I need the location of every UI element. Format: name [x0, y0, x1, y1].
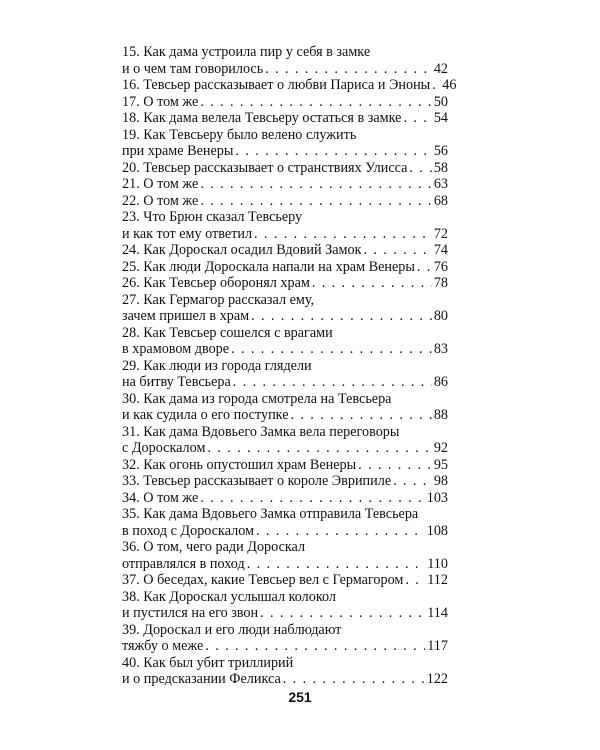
toc-entry-title: при храме Венеры [122, 143, 234, 159]
toc-entry-line [122, 638, 448, 655]
toc-entry-title: отправлялся в поход [122, 555, 245, 572]
toc-entry-page: 86 [433, 374, 448, 390]
toc-entry-page: 117 [427, 638, 448, 654]
toc-entry-title: и как тот ему ответил [122, 225, 253, 242]
toc-entry-line [122, 292, 448, 309]
toc-entry [122, 77, 457, 94]
page-number: 251 [288, 689, 312, 705]
toc-entry [122, 589, 448, 622]
dot-leader [235, 143, 431, 160]
toc-entry-line [122, 176, 448, 193]
dot-leader [207, 440, 431, 457]
toc-entry-title: 36. О том, чего ради Дороскал [122, 539, 306, 555]
toc-entry [122, 473, 448, 490]
toc-entry-line [122, 358, 448, 375]
toc-entry [122, 655, 448, 688]
dot-leader [200, 193, 431, 210]
toc-entry-title: 29. Как люди из города глядели [122, 357, 312, 374]
toc-entry-title: в поход с Дороскалом [122, 522, 255, 539]
toc-entry-title: зачем пришел в храм [122, 308, 250, 324]
toc-entry [122, 176, 448, 193]
toc-entry-line [122, 127, 448, 144]
toc-entry-line [122, 308, 448, 325]
dot-leader [432, 77, 440, 94]
toc-entry-title: 38. Как Дороскал услышал колокол [122, 588, 337, 605]
dot-leader [231, 341, 432, 358]
dot-leader [364, 242, 432, 259]
toc-entry-line [122, 506, 448, 523]
toc-entry-line [122, 94, 448, 111]
toc-entry-line [122, 457, 448, 474]
toc-entry-title: 30. Как дама из города смотрела на Тевсьера [122, 390, 392, 407]
toc-entry [122, 209, 448, 242]
toc-entry-line [122, 671, 448, 688]
toc-entry-line [122, 539, 448, 556]
dot-leader [256, 523, 425, 540]
toc-entry-title: и о чем там говорилось [122, 60, 264, 77]
toc-entry-line [122, 622, 448, 639]
toc-entry [122, 259, 448, 276]
toc-entry-title: 27. Как Гермагор рассказал ему, [122, 291, 315, 308]
toc-entry-page: 54 [433, 110, 448, 126]
toc-entry-line [122, 391, 448, 408]
toc-entry-title: и как судила о его поступке [122, 407, 289, 423]
toc-entry-title: и пустился на его звон [122, 605, 259, 621]
toc-entry-line [122, 143, 448, 160]
toc-entry-line [122, 341, 448, 358]
toc-entry-line [122, 490, 448, 507]
toc-entry-title: 18. Как дама велела Тевсьеру остаться в замке [122, 110, 402, 126]
toc-entry-page: 108 [426, 522, 448, 539]
toc-entry-page: 50 [433, 93, 448, 110]
toc-entry-line [122, 242, 448, 259]
toc-entry [122, 506, 448, 539]
toc-entry-title: 28. Как Тевсьер сошелся с врагами [122, 324, 333, 341]
toc-entry-title: 37. О беседах, какие Тевсьер вел с Гермагором [122, 572, 404, 588]
toc-entry-page: 72 [433, 225, 448, 242]
toc-entry-page: 46 [442, 77, 457, 93]
toc-entry-title: 24. Как Дороскал осадил Вдовий Замок [122, 242, 362, 258]
toc-entry-title: 40. Как был убит триллирий [122, 654, 294, 671]
toc-entry-title: 20. Тевсьер рассказывает о странствиях Улисса [122, 159, 408, 176]
dot-leader [200, 490, 424, 507]
dot-leader [417, 259, 432, 276]
toc-entry-page: 76 [433, 258, 448, 275]
toc-entry-title: 39. Дороскал и его люди наблюдают [122, 621, 342, 638]
dot-leader [403, 110, 431, 127]
toc-entry [122, 44, 448, 77]
dot-leader [265, 61, 432, 78]
toc-entry-title: 21. О том же [122, 176, 199, 192]
toc-entry-title: с Дороскалом [122, 440, 206, 456]
dot-leader [358, 457, 432, 474]
dot-leader [405, 572, 425, 589]
toc-entry [122, 457, 448, 474]
dot-leader [205, 638, 425, 655]
toc-entry-line [122, 374, 448, 391]
toc-entry-page: 103 [426, 489, 448, 506]
toc-entry [122, 193, 448, 210]
toc-entry-page: 98 [433, 473, 448, 489]
toc-entry-page: 63 [433, 176, 448, 192]
toc-entry-title: 26. Как Тевсьер оборонял храм [122, 275, 310, 291]
toc-entry-title: 32. Как огонь опустошил храм Венеры [122, 456, 357, 473]
dot-leader [200, 176, 431, 193]
toc-entry-line [122, 209, 448, 226]
toc-entry-line [122, 160, 448, 177]
toc-entry-title: 17. О том же [122, 93, 199, 110]
toc-entry-line [122, 193, 448, 210]
toc-entry-line [122, 275, 448, 292]
toc-entry-line [122, 226, 448, 243]
dot-leader [247, 556, 426, 573]
toc-entry-title: тяжбу о меже [122, 638, 204, 654]
dot-leader [233, 374, 432, 391]
toc-entry-page: 42 [433, 60, 448, 77]
dot-leader [393, 473, 432, 490]
toc-entry-line [122, 605, 448, 622]
toc-entry-title: 34. О том же [122, 489, 199, 506]
toc-entry-page: 68 [433, 192, 448, 209]
toc-entry-title: в храмовом дворе [122, 341, 230, 357]
table-of-contents [122, 44, 457, 688]
dot-leader [312, 275, 432, 292]
toc-entry-line [122, 424, 448, 441]
toc-entry [122, 424, 448, 457]
toc-entry-page: 78 [433, 275, 448, 291]
toc-entry-line [122, 523, 448, 540]
toc-entry-line [122, 655, 448, 672]
toc-entry-page: 56 [433, 143, 448, 159]
toc-entry-title: 23. Что Брюн сказал Тевсьеру [122, 209, 303, 225]
toc-entry [122, 572, 448, 589]
toc-entry [122, 391, 448, 424]
toc-entry-title: 35. Как дама Вдовьего Замка отправила Тевсьера [122, 506, 419, 522]
toc-entry-line [122, 259, 448, 276]
dot-leader [254, 226, 432, 243]
toc-entry [122, 127, 448, 160]
toc-entry-page: 83 [433, 341, 448, 357]
toc-entry-title: 16. Тевсьер рассказывает о любви Париса и Эноны [122, 77, 431, 93]
toc-entry-line [122, 589, 448, 606]
toc-entry-title: 25. Как люди Дороскала напали на храм Венеры [122, 258, 415, 275]
toc-entry-line [122, 44, 448, 61]
toc-entry-line [122, 110, 448, 127]
toc-entry-title: 33. Тевсьер рассказывает о короле Эврипиле [122, 473, 392, 489]
toc-entry-page: 74 [433, 242, 448, 258]
toc-entry-line [122, 407, 448, 424]
toc-entry [122, 490, 448, 507]
toc-entry [122, 622, 448, 655]
toc-entry-page: 92 [433, 440, 448, 456]
toc-entry [122, 110, 448, 127]
toc-entry [122, 242, 448, 259]
toc-entry-line [122, 61, 448, 78]
toc-entry-title: 15. Как дама устроила пир у себя в замке [122, 44, 371, 60]
toc-entry-line [122, 556, 448, 573]
toc-entry-title: 19. Как Тевсьеру было велено служить [122, 126, 357, 143]
toc-entry-page: 95 [433, 456, 448, 473]
toc-entry-title: и о предсказании Феликса [122, 671, 281, 687]
dot-leader [283, 671, 425, 688]
toc-entry-page: 80 [433, 308, 448, 324]
toc-entry-line [122, 572, 448, 589]
toc-entry [122, 275, 448, 292]
dot-leader [251, 308, 432, 325]
toc-entry-line [122, 325, 448, 342]
toc-entry [122, 160, 448, 177]
toc-entry-title: 22. О том же [122, 192, 199, 209]
toc-entry [122, 539, 448, 572]
dot-leader [409, 160, 431, 177]
dot-leader [260, 605, 425, 622]
toc-entry-title: 31. Как дама Вдовьего Замка вела переговоры [122, 423, 400, 440]
toc-entry-page: 122 [426, 671, 448, 687]
toc-entry [122, 292, 448, 325]
toc-entry-page: 110 [427, 555, 448, 572]
toc-entry-page: 58 [433, 159, 448, 176]
toc-entry-page: 114 [427, 605, 448, 621]
toc-entry-line [122, 440, 448, 457]
dot-leader [291, 407, 432, 424]
toc-entry-page: 112 [427, 572, 448, 588]
toc-entry-line [122, 77, 457, 94]
toc-entry-page: 88 [433, 407, 448, 423]
dot-leader [200, 94, 431, 111]
toc-entry-title: на битву Тевсьера [122, 374, 231, 390]
toc-entry [122, 94, 448, 111]
toc-entry-line [122, 473, 448, 490]
toc-entry [122, 325, 448, 358]
toc-entry [122, 358, 448, 391]
